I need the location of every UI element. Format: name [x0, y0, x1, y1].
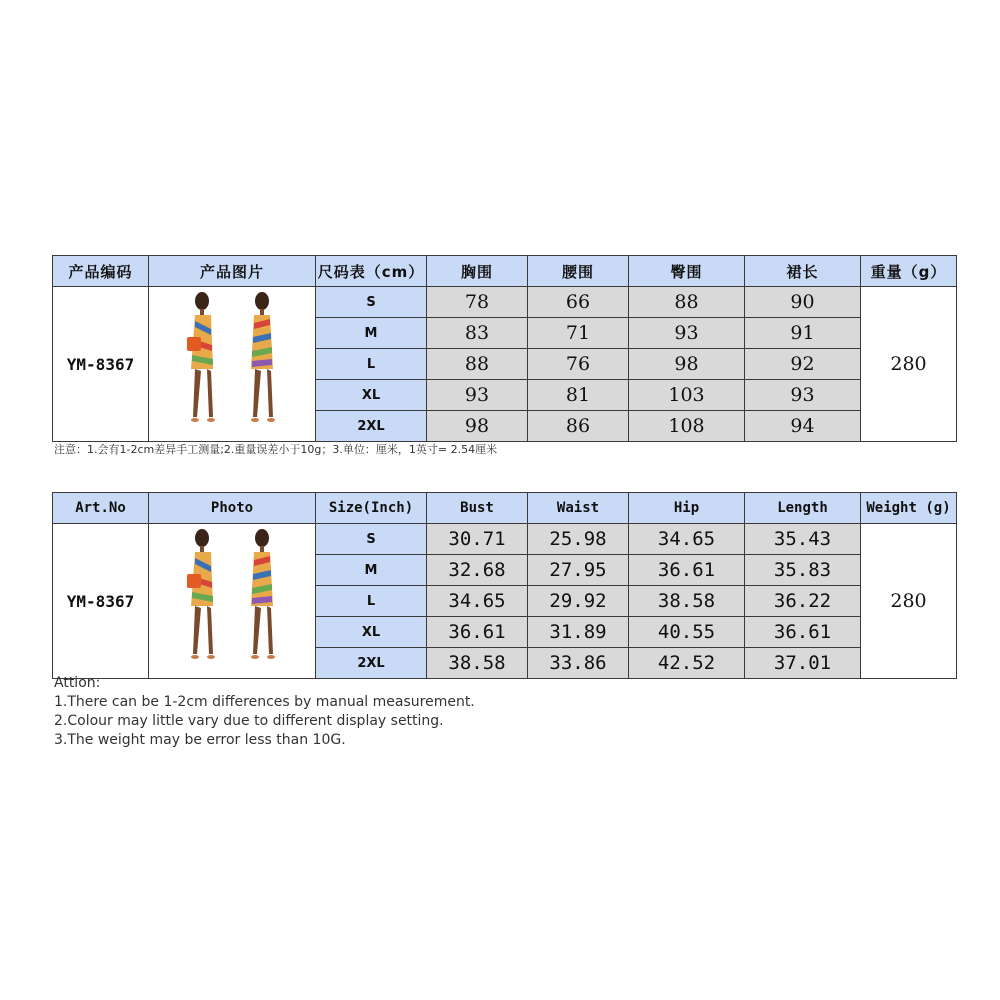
header-weight: 重量（g）	[861, 256, 957, 287]
hip-value: 93	[629, 318, 745, 349]
size-label: S	[316, 524, 427, 555]
size-label: S	[316, 287, 427, 318]
header-weight: Weight (g)	[861, 493, 957, 524]
header-hip: 臀围	[629, 256, 745, 287]
length-value: 36.61	[745, 617, 861, 648]
size-label: XL	[316, 617, 427, 648]
product-photo-image	[157, 289, 307, 435]
hip-value: 98	[629, 349, 745, 380]
header-photo: Photo	[149, 493, 316, 524]
hip-value: 36.61	[629, 555, 745, 586]
bust-value: 88	[427, 349, 528, 380]
product-photo	[149, 524, 316, 679]
product-photo-image	[157, 526, 307, 672]
product-photo	[149, 287, 316, 442]
size-label: L	[316, 349, 427, 380]
bust-value: 93	[427, 380, 528, 411]
size-label: 2XL	[316, 411, 427, 442]
length-value: 35.43	[745, 524, 861, 555]
header-waist: 腰围	[528, 256, 629, 287]
bust-value: 98	[427, 411, 528, 442]
size-label: M	[316, 555, 427, 586]
waist-value: 71	[528, 318, 629, 349]
art-no-cell: YM-8367	[53, 287, 149, 442]
bust-value: 83	[427, 318, 528, 349]
note-title: Attion:	[54, 675, 101, 691]
length-value: 94	[745, 411, 861, 442]
header-photo: 产品图片	[149, 256, 316, 287]
header-bust: Bust	[427, 493, 528, 524]
waist-value: 25.98	[528, 524, 629, 555]
header-art-no: Art.No	[53, 493, 149, 524]
header-length: 裙长	[745, 256, 861, 287]
hip-value: 42.52	[629, 648, 745, 679]
header-bust: 胸围	[427, 256, 528, 287]
hip-value: 88	[629, 287, 745, 318]
hip-value: 34.65	[629, 524, 745, 555]
table-header-row	[53, 256, 957, 287]
note-line: 1.There can be 1-2cm differences by manual measurement.	[54, 694, 475, 710]
weight-cell: 280	[861, 287, 957, 442]
hip-value: 38.58	[629, 586, 745, 617]
waist-value: 66	[528, 287, 629, 318]
length-value: 90	[745, 287, 861, 318]
size-label: M	[316, 318, 427, 349]
size-label: 2XL	[316, 648, 427, 679]
size-table-cn	[52, 255, 957, 442]
bust-value: 32.68	[427, 555, 528, 586]
weight-cell: 280	[861, 524, 957, 679]
waist-value: 27.95	[528, 555, 629, 586]
waist-value: 76	[528, 349, 629, 380]
header-size: 尺码表（cm）	[316, 256, 427, 287]
hip-value: 103	[629, 380, 745, 411]
table-row	[53, 287, 957, 318]
bust-value: 34.65	[427, 586, 528, 617]
hip-value: 40.55	[629, 617, 745, 648]
hip-value: 108	[629, 411, 745, 442]
bust-value: 38.58	[427, 648, 528, 679]
header-hip: Hip	[629, 493, 745, 524]
waist-value: 31.89	[528, 617, 629, 648]
size-label: L	[316, 586, 427, 617]
length-value: 37.01	[745, 648, 861, 679]
header-length: Length	[745, 493, 861, 524]
size-label: XL	[316, 380, 427, 411]
note-line: 3.The weight may be error less than 10G.	[54, 732, 346, 748]
note-line: 2.Colour may little vary due to different display setting.	[54, 713, 444, 729]
header-art-no: 产品编码	[53, 256, 149, 287]
bust-value: 78	[427, 287, 528, 318]
length-value: 35.83	[745, 555, 861, 586]
waist-value: 81	[528, 380, 629, 411]
size-table-en	[52, 492, 957, 679]
waist-value: 29.92	[528, 586, 629, 617]
table-row	[53, 524, 957, 555]
length-value: 93	[745, 380, 861, 411]
bust-value: 30.71	[427, 524, 528, 555]
notes-en	[54, 674, 475, 750]
length-value: 91	[745, 318, 861, 349]
waist-value: 33.86	[528, 648, 629, 679]
length-value: 92	[745, 349, 861, 380]
header-size: Size(Inch)	[316, 493, 427, 524]
note-cn: 注意：1.会有1-2cm差异手工测量;2.重量误差小于10g；3.单位：厘米，1英寸= 2.54厘米	[54, 443, 498, 456]
length-value: 36.22	[745, 586, 861, 617]
waist-value: 86	[528, 411, 629, 442]
header-waist: Waist	[528, 493, 629, 524]
art-no-cell: YM-8367	[53, 524, 149, 679]
table-header-row	[53, 493, 957, 524]
bust-value: 36.61	[427, 617, 528, 648]
